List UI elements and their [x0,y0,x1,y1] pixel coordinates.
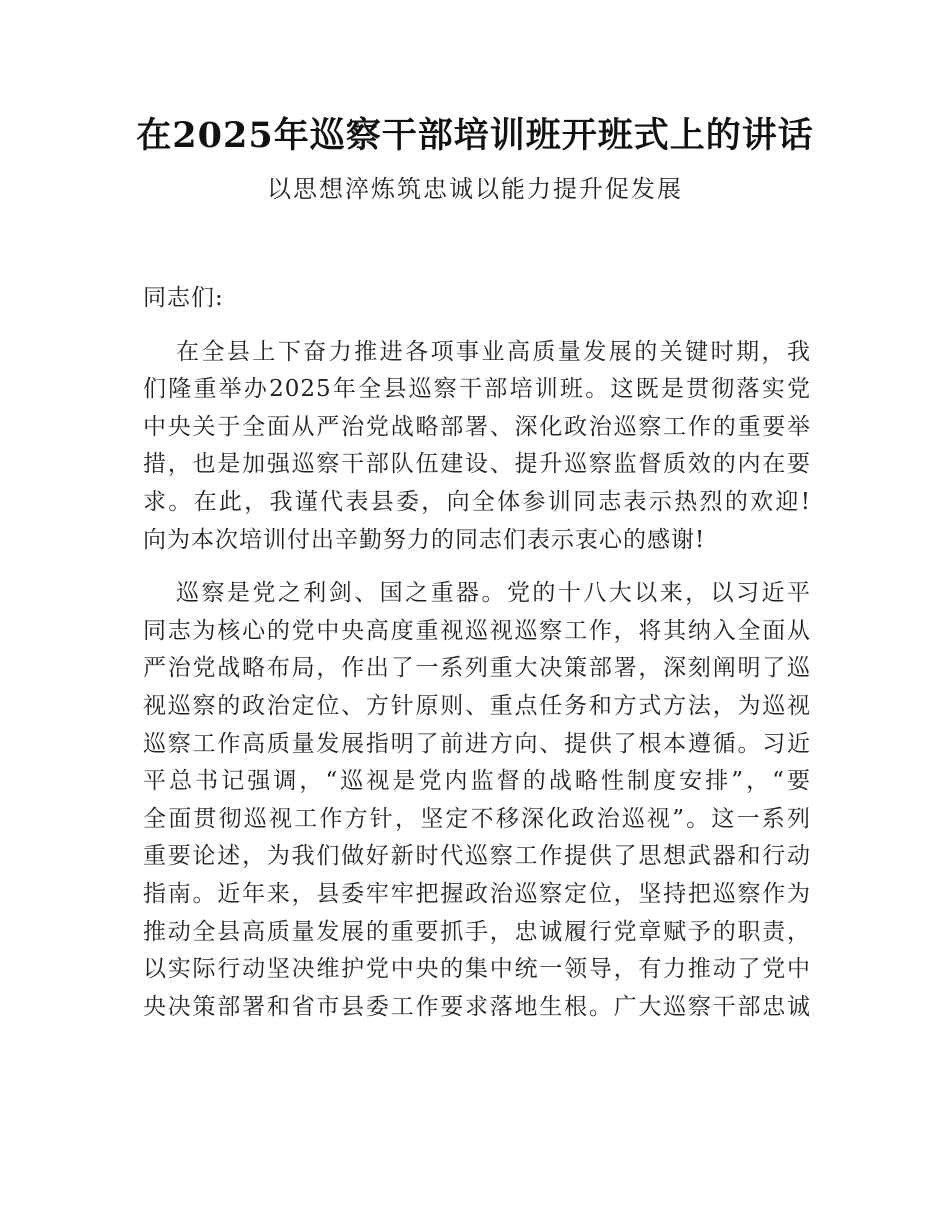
paragraph-2 [143,575,811,1026]
paragraph-line: 巡察工作高质量发展指明了前进方向、提供了根本遵循。习近 [143,730,811,757]
paragraph-line: 措，也是加强巡察干部队伍建设、提升巡察监督质效的内在要 [143,451,811,478]
paragraph-line: 全面贯彻巡视工作方针，坚定不移深化政治巡视”。这一系列 [143,805,811,832]
salutation: 同志们: [143,285,224,311]
paragraph-line: 们隆重举办2025年全县巡察干部培训班。这既是贯彻落实党 [143,376,811,403]
paragraph-line: 同志为核心的党中央高度重视巡视巡察工作，将其纳入全面从 [143,617,811,644]
paragraph-line: 以实际行动坚决维护党中央的集中统一领导，有力推动了党中 [143,956,811,983]
paragraph-line: 巡察是党之利剑、国之重器。党的十八大以来，以习近平 [176,580,811,607]
paragraph-line: 严治党战略布局，作出了一系列重大决策部署，深刻阐明了巡 [143,655,811,682]
paragraph-line: 平总书记强调，“巡视是党内监督的战略性制度安排”，“要 [143,768,811,795]
document-body [143,280,811,1042]
paragraph-line: 重要论述，为我们做好新时代巡察工作提供了思想武器和行动 [143,843,811,870]
document-title: 在2025年巡察干部培训班开班式上的讲话 [136,115,814,156]
paragraph-line: 求。在此，我谨代表县委，向全体参训同志表示热烈的欢迎! [143,488,811,515]
paragraph-line: 在全县上下奋力推进各项事业高质量发展的关键时期，我 [176,338,811,365]
paragraph-1 [143,334,811,560]
paragraph-line: 央决策部署和省市县委工作要求落地生根。广大巡察干部忠诚 [143,993,811,1020]
paragraph-line: 向为本次培训付出辛勤努力的同志们表示衷心的感谢! [143,526,706,553]
paragraph-line: 视巡察的政治定位、方针原则、重点任务和方式方法，为巡视 [143,692,811,719]
paragraph-line: 指南。近年来，县委牢牢把握政治巡察定位，坚持把巡察作为 [143,880,811,907]
paragraph-line: 推动全县高质量发展的重要抓手，忠诚履行党章赋予的职责， [143,918,811,945]
document-subtitle: 以思想淬炼筑忠诚以能力提升促发展 [267,175,683,203]
paragraph-line: 中央关于全面从严治党战略部署、深化政治巡察工作的重要举 [143,413,811,440]
